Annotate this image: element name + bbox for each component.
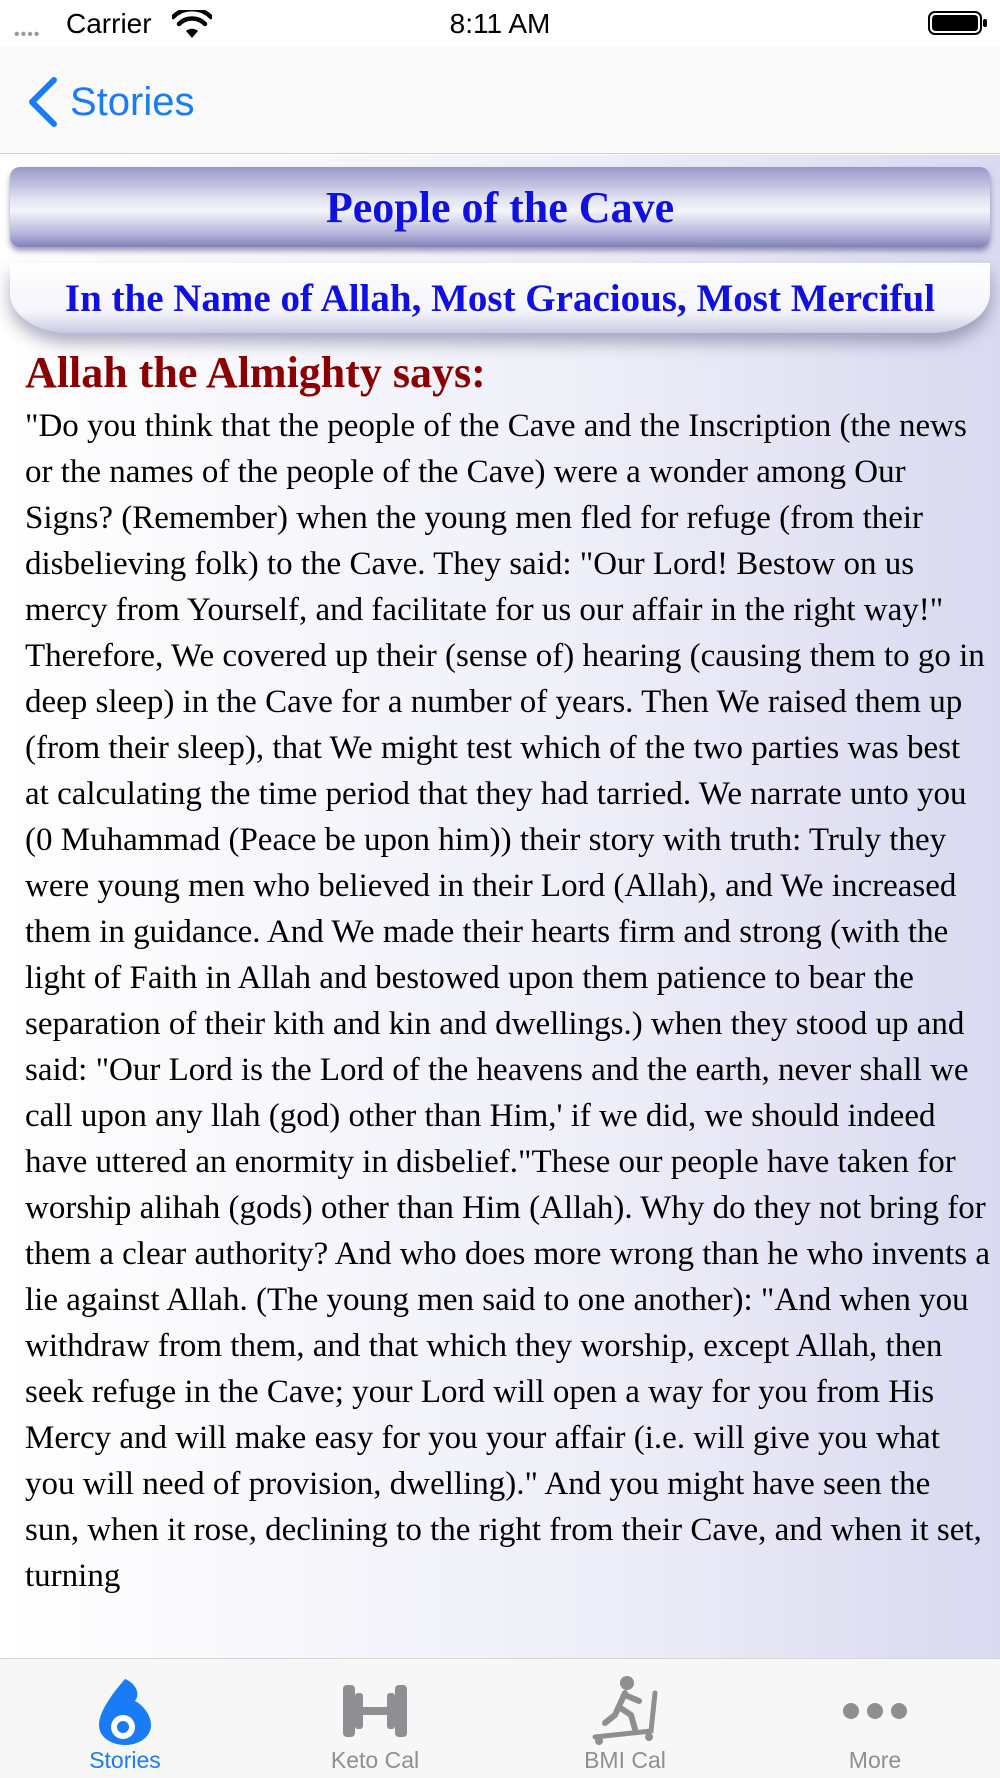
stories-icon	[85, 1671, 165, 1751]
title-banner	[10, 167, 990, 247]
navigation-bar	[0, 46, 1000, 154]
treadmill-icon	[585, 1671, 665, 1751]
chevron-left-icon	[24, 76, 62, 128]
more-icon	[835, 1671, 915, 1751]
tab-keto-cal[interactable]	[250, 1659, 500, 1778]
signal-dots: ••••	[14, 26, 41, 43]
tab-label: Stories	[89, 1747, 161, 1773]
bismillah-subtitle: In the Name of Allah, Most Gracious, Most Merciful	[64, 276, 936, 320]
tab-more[interactable]	[750, 1659, 1000, 1778]
section-heading: Allah the Almighty says:	[25, 348, 486, 397]
battery-icon	[928, 10, 988, 36]
status-time: 8:11 AM	[449, 8, 551, 39]
story-content[interactable]	[0, 155, 1000, 1658]
tab-label: Keto Cal	[330, 1747, 420, 1773]
tab-stories[interactable]	[0, 1659, 250, 1778]
status-bar	[0, 0, 1000, 46]
tab-label: BMI Cal	[584, 1747, 666, 1773]
tab-label: More	[848, 1747, 902, 1773]
page-title: People of the Cave	[325, 182, 675, 232]
dumbbell-icon	[335, 1671, 415, 1751]
back-button-label: Stories	[70, 79, 195, 124]
tab-bmi-cal[interactable]	[500, 1659, 750, 1778]
carrier-label: Carrier	[66, 8, 152, 39]
subtitle-banner	[10, 263, 990, 333]
back-button[interactable]	[24, 74, 195, 130]
tab-bar	[0, 1658, 1000, 1778]
story-text: "Do you think that the people of the Cave and the Inscription (the news or the names of the people of the Cave) were a wonder among Our Signs? (Remember) when the young men fled for refuge (from their disbelieving folk) to the Cave. They said: "Our Lord! Bestow on us mercy from Yourself, and facilitate for us our affair in the right way!" Therefore, We covered up their (sense of) hearing (causing them to go in deep sleep) in the Cave for a number of years. Then We raised them up (from their sleep), that We might test which of the two parties was best at calculating the time period that they had tarried. We narrate unto you (0 Muhammad (Peace be upon him)) their story with truth: Truly they were young men who believed in their Lord (Allah), and We increased them in guidance. And We made their hearts firm and strong (with the light of Faith in Allah and bestowed upon them patience to bear the separation of their kith and kin and dwellings.) when they stood up and said: "Our Lord is the Lord of the heavens and the earth, never shall we call upon any llah (god) other than Him,' if we did, we should indeed have uttered an enormity in disbelief."These our people have taken for worship alihah (gods) other than Him (Allah). Why do they not bring for them a clear authority? And who does more wrong than he who invents a lie against Allah. (The young men said to one another): "And when you withdraw from them, and that which they worship, except Allah, then seek refuge in the Cave; your Lord will open a way for you from His Mercy and will make easy for you your affair (i.e. will give you what you will need of provision, dwelling)." And you might have seen the sun, when it rose, declining to the right from their Cave, and when it set, turning	[25, 408, 990, 1594]
